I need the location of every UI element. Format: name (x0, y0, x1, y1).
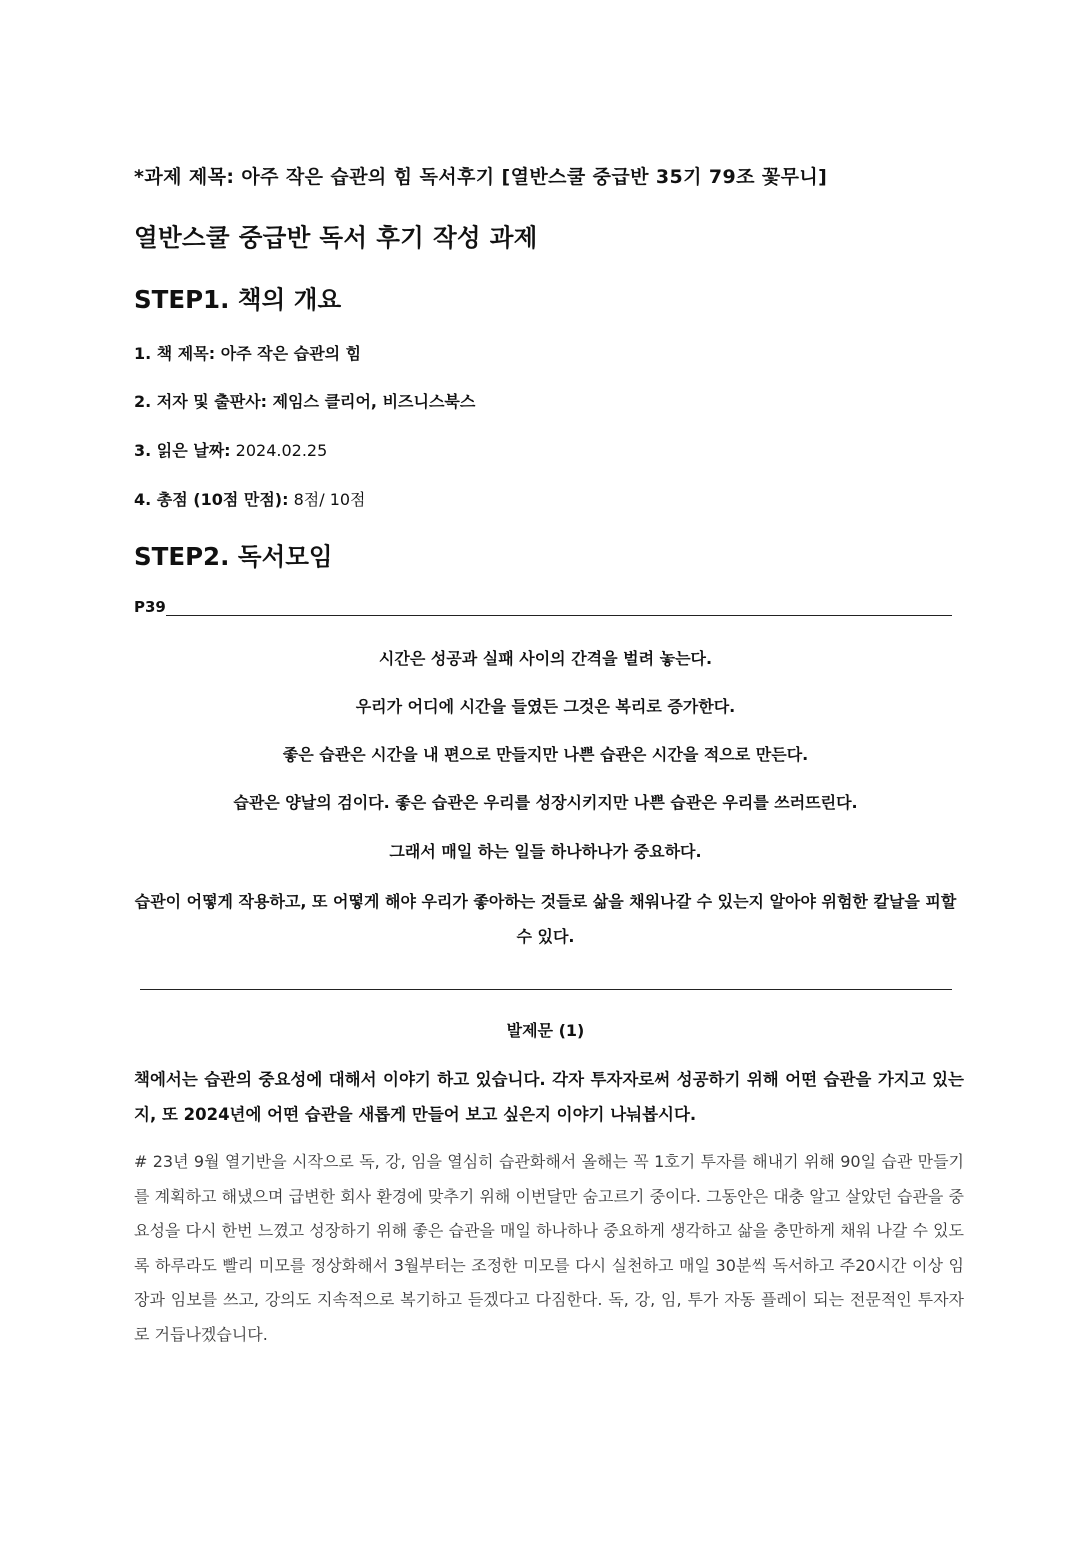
quote-line-wrapped: 습관이 어떻게 작용하고, 또 어떻게 해야 우리가 좋아하는 것들로 삶을 채워나갈 수 있는지 알아야 위험한 칼날을 피할 수 있다. (134, 892, 957, 946)
assignment-title: *과제 제목: 아주 작은 습관의 힘 독서후기 [열반스쿨 중급반 35기 79조 꽃무니] (134, 166, 828, 188)
quote-line: 좋은 습관은 시간을 내 편으로 만들지만 나쁜 습관은 시간을 적으로 만든다. (282, 745, 809, 764)
question-title: 발제문 (1) (506, 1021, 585, 1040)
overview-item-title (134, 341, 361, 364)
quote-line: 우리가 어디에 시간을 들였든 그것은 복리로 증가한다. (355, 697, 736, 716)
quote-line: 습관은 양날의 검이다. 좋은 습관은 우리를 성장시키지만 나쁜 습관은 우리를 쓰러뜨린다. (233, 793, 858, 812)
overview-item-date (134, 438, 327, 461)
step2-heading: STEP2. 독서모임 (134, 542, 333, 571)
main-heading: 열반스쿨 중급반 독서 후기 작성 과제 (134, 223, 538, 252)
answer-text: # 23년 9월 열기반을 시작으로 독, 강, 임을 열심히 습관화해서 올해는 꼭 1호기 투자를 해내기 위해 90일 습관 만들기를 계획하고 해냈으며 급변한 회사 환경에 맞추기 위해 이번달만 숨고르기 중이다. 그동안은 대충 알고 살았던 습관을 중요성을 다시 한번 느꼈고 성장하기 위해 좋은 습관을 매일 하나하나 중요하게 생각하고 삶을 충만하게 채워 나갈 수 있도록 하루라도 빨리 미모를 정상화해서 3월부터는 조정한 미모를 다시 실천하고 매일 30분씩 독서하고 주20시간 이상 임장과 임보를 쓰고, 강의도 지속적으로 복기하고 듣겠다고 다짐한다. 독, 강, 임, 투가 자동 플레이 되는 전문적인 투자자로 거듭나겠습니다. (134, 1152, 964, 1344)
quote-line: 시간은 성공과 실패 사이의 간격을 벌려 놓는다. (378, 649, 713, 668)
overview-label: 2. 저자 및 출판사: 제임스 클리어, 비즈니스북스 (134, 392, 476, 411)
section-divider (140, 989, 952, 990)
overview-item-score (134, 487, 366, 510)
page-reference-underline (166, 615, 952, 616)
overview-item-author (134, 389, 475, 412)
page-reference: P39 (134, 598, 166, 616)
overview-value: 2024.02.25 (230, 441, 328, 460)
question-body: 책에서는 습관의 중요성에 대해서 이야기 하고 있습니다. 각자 투자자로써 성공하기 위해 어떤 습관을 가지고 있는지, 또 2024년에 어떤 습관을 새롭게 만들어 보고 싶은지 이야기 나눠봅시다. (134, 1070, 964, 1124)
overview-label: 1. 책 제목: 아주 작은 습관의 힘 (134, 344, 362, 363)
quote-line: 그래서 매일 하는 일들 하나하나가 중요하다. (389, 842, 702, 861)
overview-label: 4. 총점 (10점 만점): (134, 490, 289, 509)
overview-value: 8점/ 10점 (288, 490, 366, 509)
overview-label: 3. 읽은 날짜: (134, 441, 231, 460)
step1-heading: STEP1. 책의 개요 (134, 285, 342, 314)
